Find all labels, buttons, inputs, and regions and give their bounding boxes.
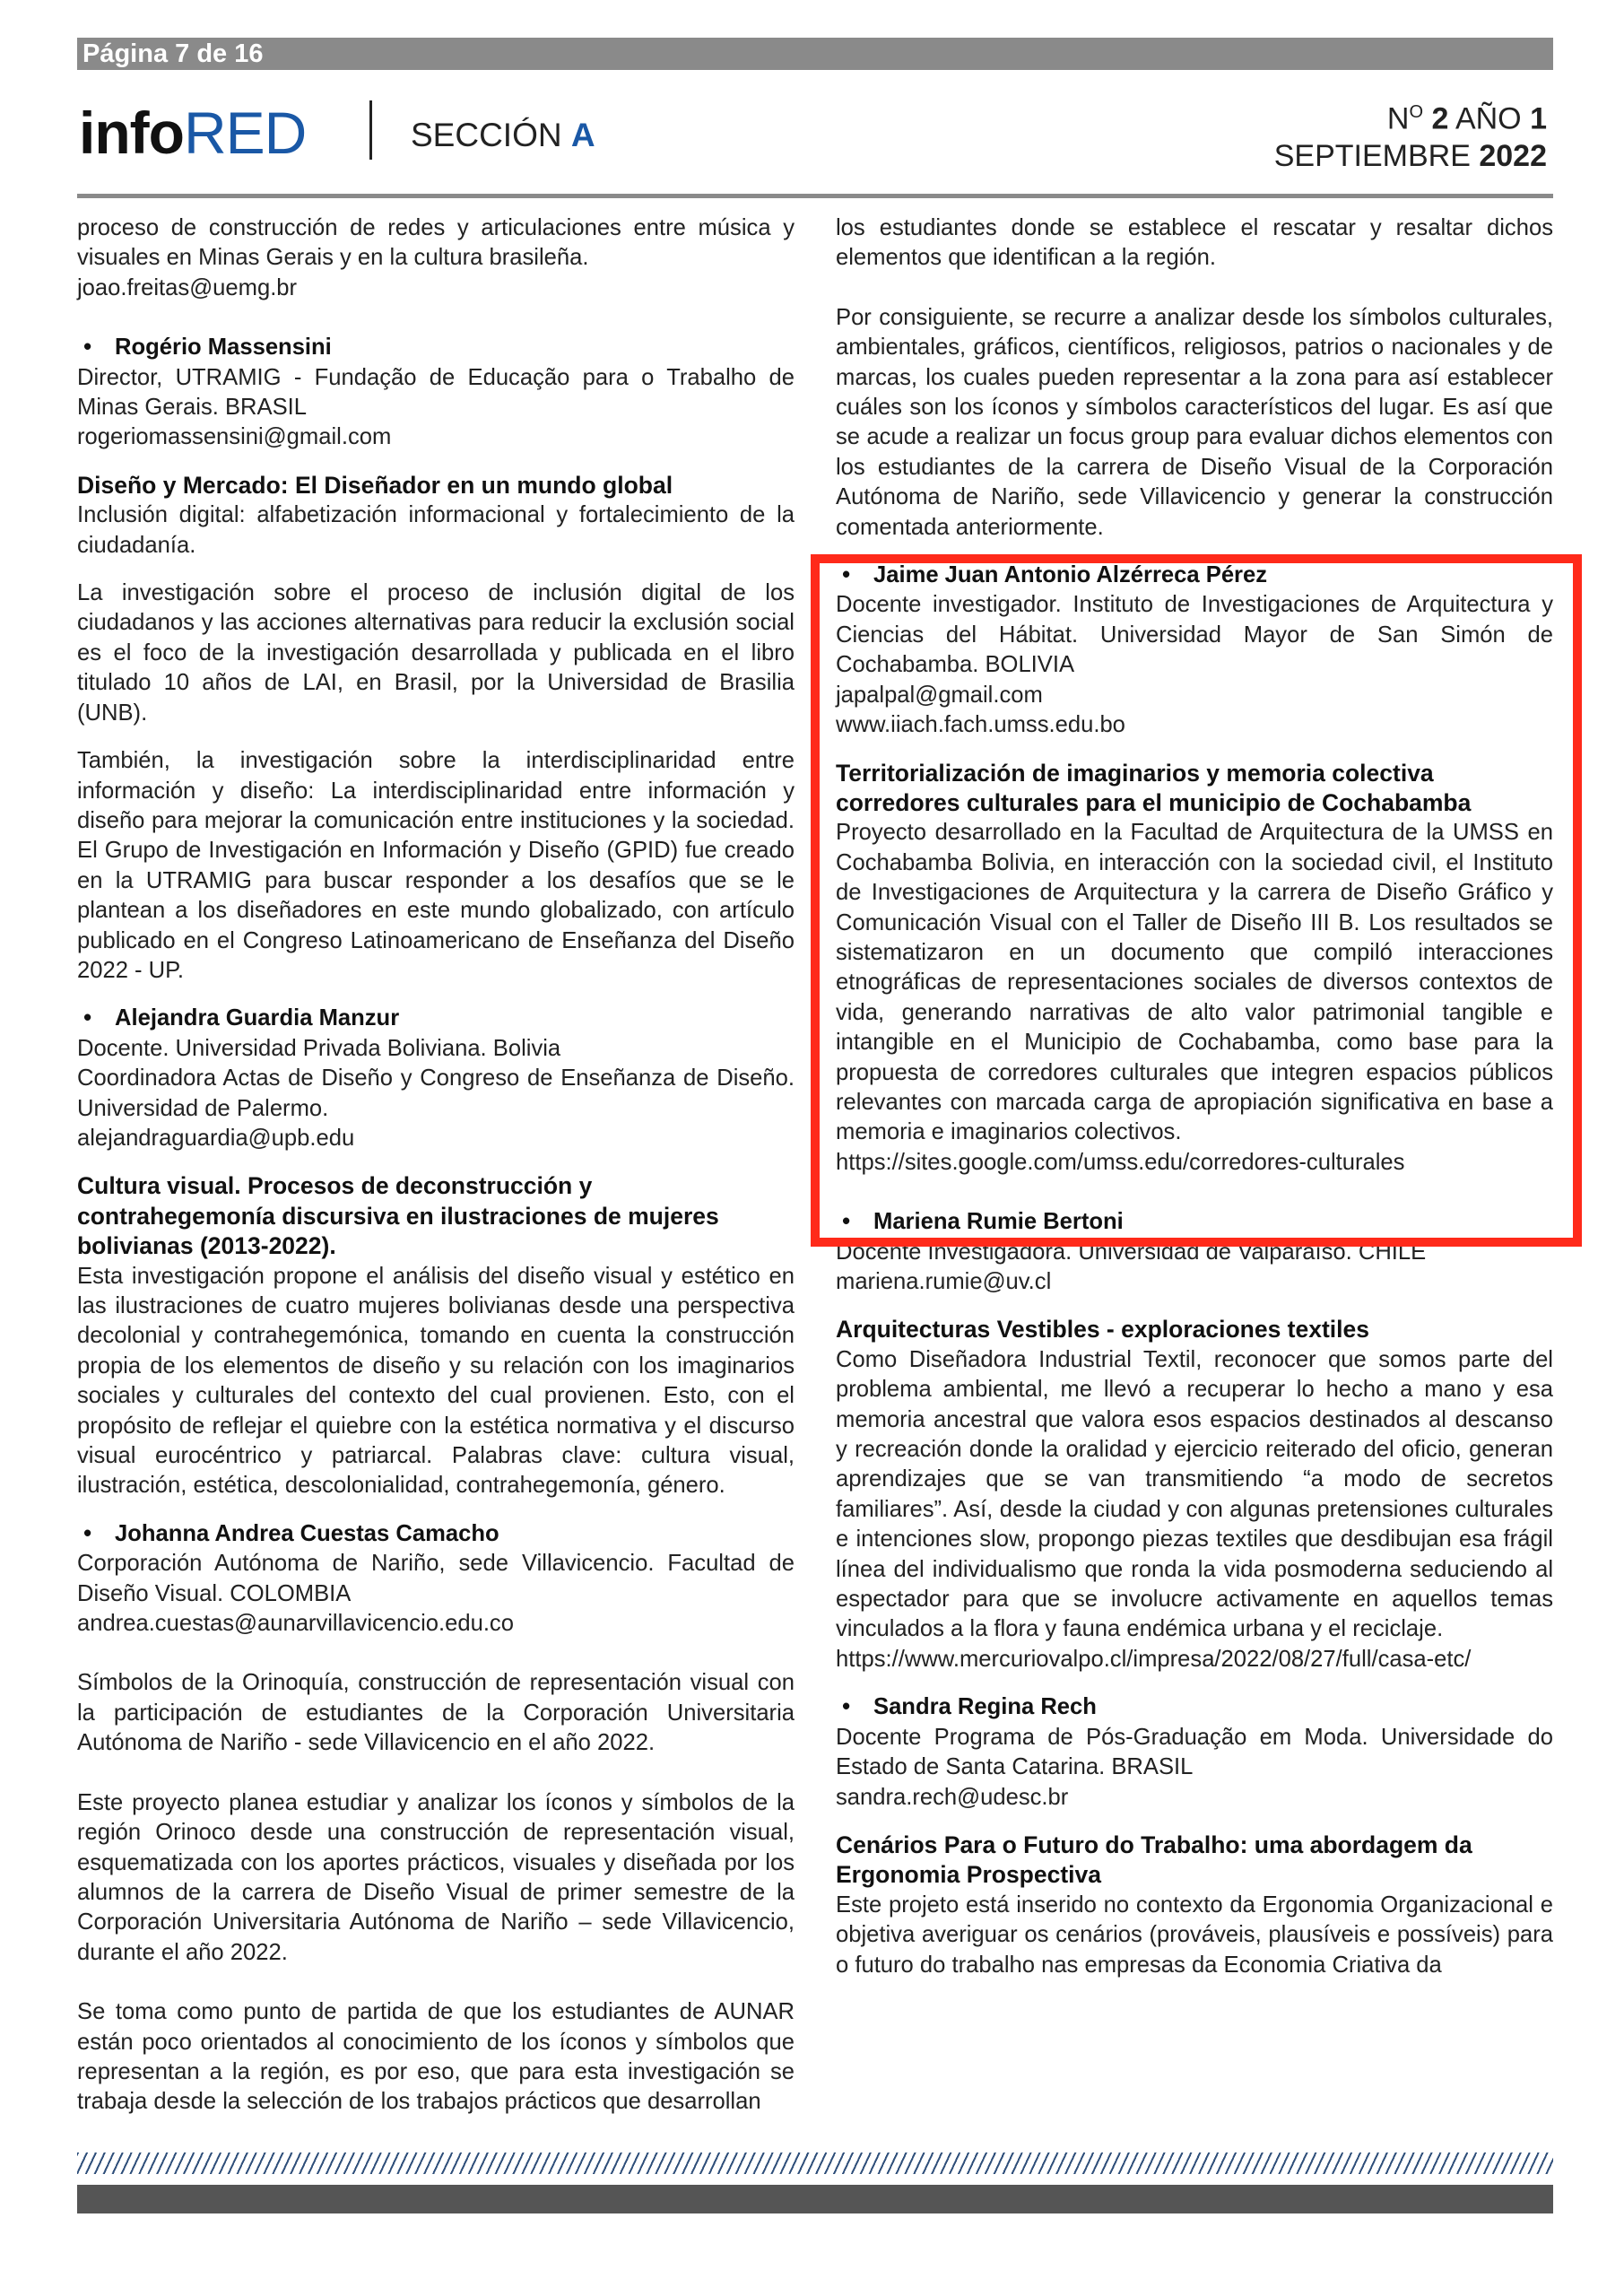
issue-info: [1274, 93, 1547, 175]
logo: [79, 97, 306, 169]
issue-year: 1: [1530, 101, 1547, 136]
affiliation: Corporación Autónoma de Nariño, sede Villavicencio. Facultad de Diseño Visual. COLOMBIA: [77, 1551, 795, 1606]
paragraph: También, la investigación sobre la interdisciplinaridad entre información y diseño: La interdisciplinaridad entre información y diseño para mejorar la comunicación entre instituciones y la sociedad. El Grupo de Investigación en Información y Diseño (GPID) fue creado en la UTRAMIG para buscar responder a los desafíos que se le plantean a los diseñadores en este mundo globalizado, con artículo publicado en el Congreso Latinoamericano de Enseñanza del Diseño 2022 - UP.: [77, 748, 795, 983]
article-title: Diseño y Mercado: El Diseñador en un mundo global: [77, 471, 673, 499]
header-rule: [77, 194, 1553, 198]
paragraph: Como Diseñadora Industrial Textil, reconocer que somos parte del problema ambiental, me llevó a recuperar lo hecho a mano y esa memoria ancestral que valora esos espacios destinados al descanso y recreación donde la oralidad y ejercicio reiterado del oficio, generan aprendizajes que se van transmitiendo “a modo de secretos familiares”. Así, desde la ciudad y con algunas pretensiones culturales e intenciones slow, propongo piezas textiles que desdibujan esa frágil línea del individualismo que ronda la vida posmoderna seduciendo al espectador para que se involucre activamente en aquellos temas vinculados a la flora y fauna endémica urbana y el reciclaje.: [836, 1346, 1553, 1642]
left-column: [77, 213, 795, 2118]
bullet-icon: •: [836, 1694, 851, 1720]
email: japalpal@gmail.com: [836, 682, 1043, 708]
article-title: Territorialización de imaginarios y memoria colectiva corredores culturales para el municipio de Cochabamba: [836, 759, 1472, 816]
affiliation: Coordinadora Actas de Diseño y Congreso de Enseñanza de Diseño. Universidad de Palermo.: [77, 1065, 795, 1121]
header-divider: [369, 100, 372, 160]
paragraph: Esta investigación propone el análisis del diseño visual y estético en las ilustraciones de cuatro mujeres bolivianas desde una perspectiva decolonial y contrahegemónica, tomando en cuenta la construcción propia de los elementos de diseño y su relación con los imaginarios sociales y culturales del contexto del cual provienen. Esto, con el propósito de reflejar el quiebre con la estética normativa y el discurso visual eurocéntrico y patriarcal. Palabras clave: cultura visual, ilustración, estética, descolonialidad, contrahegemonía, género.: [77, 1263, 795, 1499]
email: sandra.rech@udesc.br: [836, 1784, 1069, 1810]
issue-number-line: [1274, 93, 1547, 137]
logo-red-text: RED: [183, 100, 307, 166]
paragraph: Este proyecto planea estudiar y analizar los íconos y símbolos de la región Orinoco desde una construcción de representación visual, esquematizada con los aportes prácticos, visuales y diseñada por los alumnos de la carrera de Diseño Visual de primer semestre de la Corporación Universitaria Autónoma de Nariño – sede Villavicencio, durante el año 2022.: [77, 1789, 795, 1965]
issue-month: SEPTIEMBRE: [1273, 139, 1480, 174]
paragraph: Este projeto está inserido no contexto da Ergonomia Organizacional e objetiva averiguar os cenários (prováveis, plausíveis e possíveis) para o futuro do trabalho nas empresas da Economia Criativa da: [836, 1892, 1553, 1978]
issue-date-year: 2022: [1479, 139, 1547, 174]
page-number-bar: [77, 38, 1553, 70]
issue-no-sup: O: [1409, 102, 1424, 122]
issue-date-line: [1274, 137, 1547, 175]
section-label: [411, 115, 595, 156]
affiliation: Docente. Universidad Privada Boliviana. Bolivia: [77, 1035, 561, 1061]
author-name-text: Jaime Juan Antonio Alzérreca Pérez: [873, 562, 1268, 588]
bullet-icon: •: [77, 335, 92, 361]
paragraph: La investigación sobre el proceso de inclusión digital de los ciudadanos y las acciones alternativas para reducir la exclusión social es el foco de la investigación desarrollada y publicada en el libro titulado 10 años de LAI, en Brasil, por la Universidad de Brasilia (UNB).: [77, 580, 795, 726]
website: www.iiach.fach.umss.edu.bo: [836, 712, 1125, 738]
email: rogeriomassensini@gmail.com: [77, 424, 392, 450]
bullet-icon: •: [77, 1005, 92, 1031]
email: joao.freitas@uemg.br: [77, 274, 298, 300]
paragraph: proceso de construcción de redes y articulaciones entre música y visuales en Minas Gerais y en la cultura brasileña.: [77, 215, 795, 271]
affiliation: Docente Programa de Pós-Graduação em Moda. Universidade do Estado de Santa Catarina. BRASIL: [836, 1724, 1553, 1780]
bullet-icon: •: [836, 562, 851, 588]
issue-no-prefix: N: [1386, 101, 1410, 136]
author-name: [836, 1692, 1553, 1722]
author-name-text: Johanna Andrea Cuestas Camacho: [115, 1520, 499, 1546]
author-name-text: Mariena Rumie Bertoni: [873, 1209, 1124, 1235]
author-name-text: Sandra Regina Rech: [873, 1694, 1097, 1720]
paragraph: Inclusión digital: alfabetización informacional y fortalecimiento de la ciudadanía.: [77, 502, 795, 558]
email: alejandraguardia@upb.edu: [77, 1125, 355, 1151]
section-label-text: SECCIÓN: [411, 117, 571, 153]
author-name: [77, 1519, 795, 1549]
author-name: [836, 1207, 1553, 1237]
footer-bar: [77, 2185, 1553, 2213]
author-name: [77, 1004, 795, 1033]
affiliation: Docente investigador. Instituto de Investigaciones de Arquitectura y Ciencias del Hábitat. Universidad Mayor de San Simón de Cochabamba. BOLIVIA: [836, 592, 1553, 678]
right-column: [836, 213, 1553, 1980]
url: https://sites.google.com/umss.edu/corredores-culturales: [836, 1149, 1405, 1175]
article-title: Cultura visual. Procesos de deconstrucción y contrahegemonía discursiva en ilustraciones de mujeres bolivianas (2013-2022).: [77, 1172, 719, 1260]
affiliation: Docente Investigadora. Universidad de Valparaíso. CHILE: [836, 1239, 1427, 1265]
article-title: Cenários Para o Futuro do Trabalho: uma abordagem da Ergonomia Prospectiva: [836, 1831, 1472, 1889]
affiliation: Director, UTRAMIG - Fundação de Educação para o Trabalho de Minas Gerais. BRASIL: [77, 364, 795, 421]
bullet-icon: •: [836, 1209, 851, 1235]
logo-info-text: info: [79, 100, 184, 166]
issue-number: 2: [1423, 101, 1449, 136]
paragraph: Por consiguiente, se recurre a analizar desde los símbolos culturales, ambientales, gráficos, científicos, religiosos, patrios o nacionales y de marcas, los cuales pueden representar a la zona para así establecer cuáles son los íconos y símbolos característicos del lugar. Es así que se acude a realizar un focus group para evaluar dichos elementos con los estudiantes de la carrera de Diseño Visual de la Corporación Autónoma de Nariño, sede Villavicencio y generar la construcción comentada anteriormente.: [836, 304, 1553, 540]
author-name: [77, 333, 795, 362]
author-name-text: Rogério Massensini: [115, 335, 332, 361]
paragraph: Proyecto desarrollado en la Facultad de Arquitectura de la UMSS en Cochabamba Bolivia, en interacción con la sociedad civil, el Instituto de Investigaciones de Arquitectura y la carrera de Diseño Gráfico y Comunicación Visual con el Taller de Diseño III B. Los resultados se sistematizaron en un documento que compiló interacciones etnográficas de representaciones sociales de diversos contextos de vida, generando narrativas de alto valor patrimonial tangible e intangible en el Municipio de Cochabamba, como base para la propuesta de corredores culturales que integren espacios públicos relevantes con marcada carga de apropiación significativa en base a memoria e imaginarios colectivos.: [836, 820, 1553, 1145]
page-number: Página 7 de 16: [83, 39, 264, 68]
section-letter: A: [570, 117, 595, 153]
paragraph: Se toma como punto de partida de que los estudiantes de AUNAR están poco orientados al conocimiento de los íconos y símbolos que representan a la región, es por eso, que para esta investigación se trabaja desde la selección de los trabajos prácticos que desarrollan: [77, 1999, 795, 2115]
bullet-icon: •: [77, 1520, 92, 1546]
author-name-text: Alejandra Guardia Manzur: [115, 1005, 400, 1031]
footer-hatch-rule: [77, 2152, 1553, 2174]
article-title: Arquitecturas Vestibles - exploraciones textiles: [836, 1316, 1370, 1344]
paragraph: Símbolos de la Orinoquía, construcción de representación visual con la participación de estudiantes de la Corporación Universitaria Autónoma de Nariño - sede Villavicencio en el año 2022.: [77, 1670, 795, 1756]
email: andrea.cuestas@aunarvillavicencio.edu.co: [77, 1611, 514, 1637]
issue-year-label: AÑO: [1448, 101, 1531, 136]
email: mariena.rumie@uv.cl: [836, 1269, 1052, 1294]
url: https://www.mercuriovalpo.cl/impresa/2022/08/27/full/casa-etc/: [836, 1646, 1472, 1672]
author-name: [836, 561, 1553, 590]
paragraph: los estudiantes donde se establece el rescatar y resaltar dichos elementos que identifican a la región.: [836, 215, 1553, 271]
